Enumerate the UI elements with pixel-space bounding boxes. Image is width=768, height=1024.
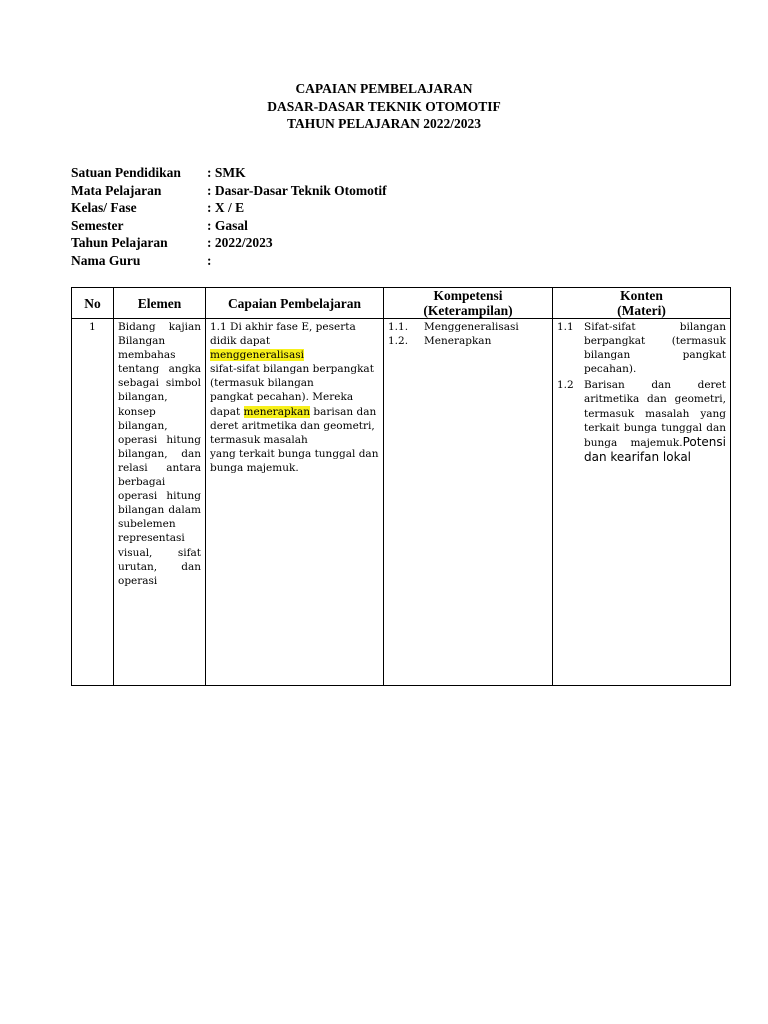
meta-row-mata-pelajaran xyxy=(71,182,387,200)
cell-kompetensi xyxy=(384,319,553,686)
konten-num: 1.2 xyxy=(557,379,574,392)
konten-extra-text: Potensi dan kearifan lokal xyxy=(584,434,726,464)
meta-row-nama-guru xyxy=(71,252,387,270)
cell-elemen: Bidang kajian Bilangan membahas tentang angka sebagai simbol bilangan, konsep bilangan, operasi hitung bilangan, dan relasi antara berbagai operasi hitung bilangan dalam subelemen representasi visual, sifat urutan, dan operasi xyxy=(114,319,206,686)
header-konten xyxy=(553,288,731,319)
capaian-text-3: sifat-sifat bilangan berpangkat (termasuk bilangan xyxy=(210,363,374,390)
konten-item xyxy=(557,320,726,376)
title-line-3: TAHUN PELAJARAN 2022/2023 xyxy=(286,116,481,131)
kompetensi-item xyxy=(388,334,548,348)
capaian-text-4-post: barisan dan deret aritmetika dan geometri, termasuk masalah xyxy=(210,405,377,446)
meta-value: : 2022/2023 xyxy=(207,235,273,250)
kompetensi-text: Menerapkan xyxy=(424,335,492,348)
capaian-text-4-pre: pangkat pecahan). Mereka dapat xyxy=(210,391,354,418)
konten-num: 1.1 xyxy=(557,321,574,333)
meta-row-tahun-pelajaran xyxy=(71,234,387,252)
header-kompetensi xyxy=(384,288,553,319)
konten-text: Sifat-sifat bilangan berpangkat (termasuk bilangan pangkat pecahan). xyxy=(584,321,726,376)
table-row xyxy=(72,319,731,686)
konten-item xyxy=(557,378,726,465)
kompetensi-text: Menggeneralisasi xyxy=(424,321,519,333)
header-kompetensi-line-1: Kompetensi xyxy=(433,288,503,303)
meta-row-semester xyxy=(71,217,387,235)
meta-row-kelas-fase xyxy=(71,199,387,217)
meta-value: : X / E xyxy=(207,200,245,215)
capaian-line-2 xyxy=(210,348,379,362)
highlight-menggeneralisasi: menggeneralisasi xyxy=(210,349,304,362)
meta-label: Kelas/ Fase xyxy=(71,200,137,215)
meta-value: : Dasar-Dasar Teknik Otomotif xyxy=(207,182,387,198)
meta-value: : xyxy=(207,252,212,268)
header-konten-line-2: (Materi) xyxy=(617,303,666,318)
kompetensi-num: 1.1. xyxy=(388,321,409,333)
meta-label: Tahun Pelajaran xyxy=(71,235,168,250)
konten-text: Barisan dan deret aritmetika dan geometri, termasuk masalah yang terkait bunga tunggal dan bunga majemuk. xyxy=(584,379,726,449)
table-header-row xyxy=(72,288,731,319)
header-konten-line-1: Konten xyxy=(620,288,663,303)
capaian-line-4 xyxy=(210,390,379,446)
header-no: No xyxy=(72,288,114,319)
kompetensi-num: 1.2. xyxy=(388,335,409,348)
highlight-menerapkan: menerapkan xyxy=(243,405,311,418)
capaian-text-5: yang terkait bunga tunggal dan bunga majemuk. xyxy=(210,447,379,474)
kompetensi-item xyxy=(388,320,548,334)
header-kompetensi-line-2: (Keterampilan) xyxy=(423,303,513,318)
document-metadata xyxy=(71,164,387,269)
meta-label: Semester xyxy=(71,217,124,233)
meta-label: Nama Guru xyxy=(71,252,141,268)
capaian-table xyxy=(71,287,731,686)
meta-value: : SMK xyxy=(207,165,246,180)
meta-label: Mata Pelajaran xyxy=(71,182,162,198)
meta-row-satuan-pendidikan xyxy=(71,164,387,182)
document-title xyxy=(0,80,768,133)
cell-capaian xyxy=(206,319,384,686)
header-capaian: Capaian Pembelajaran xyxy=(206,288,384,319)
capaian-text-1: 1.1 Di akhir fase E, peserta didik dapat xyxy=(210,321,356,348)
cell-konten xyxy=(553,319,731,686)
header-elemen: Elemen xyxy=(114,288,206,319)
title-line-2: DASAR-DASAR TEKNIK OTOMOTIF xyxy=(267,98,501,114)
cell-no: 1 xyxy=(72,319,114,686)
meta-value: : Gasal xyxy=(207,217,248,233)
konten-text-block xyxy=(584,378,726,465)
meta-label: Satuan Pendidikan xyxy=(71,165,181,180)
title-line-1: CAPAIAN PEMBELAJARAN xyxy=(295,81,473,96)
